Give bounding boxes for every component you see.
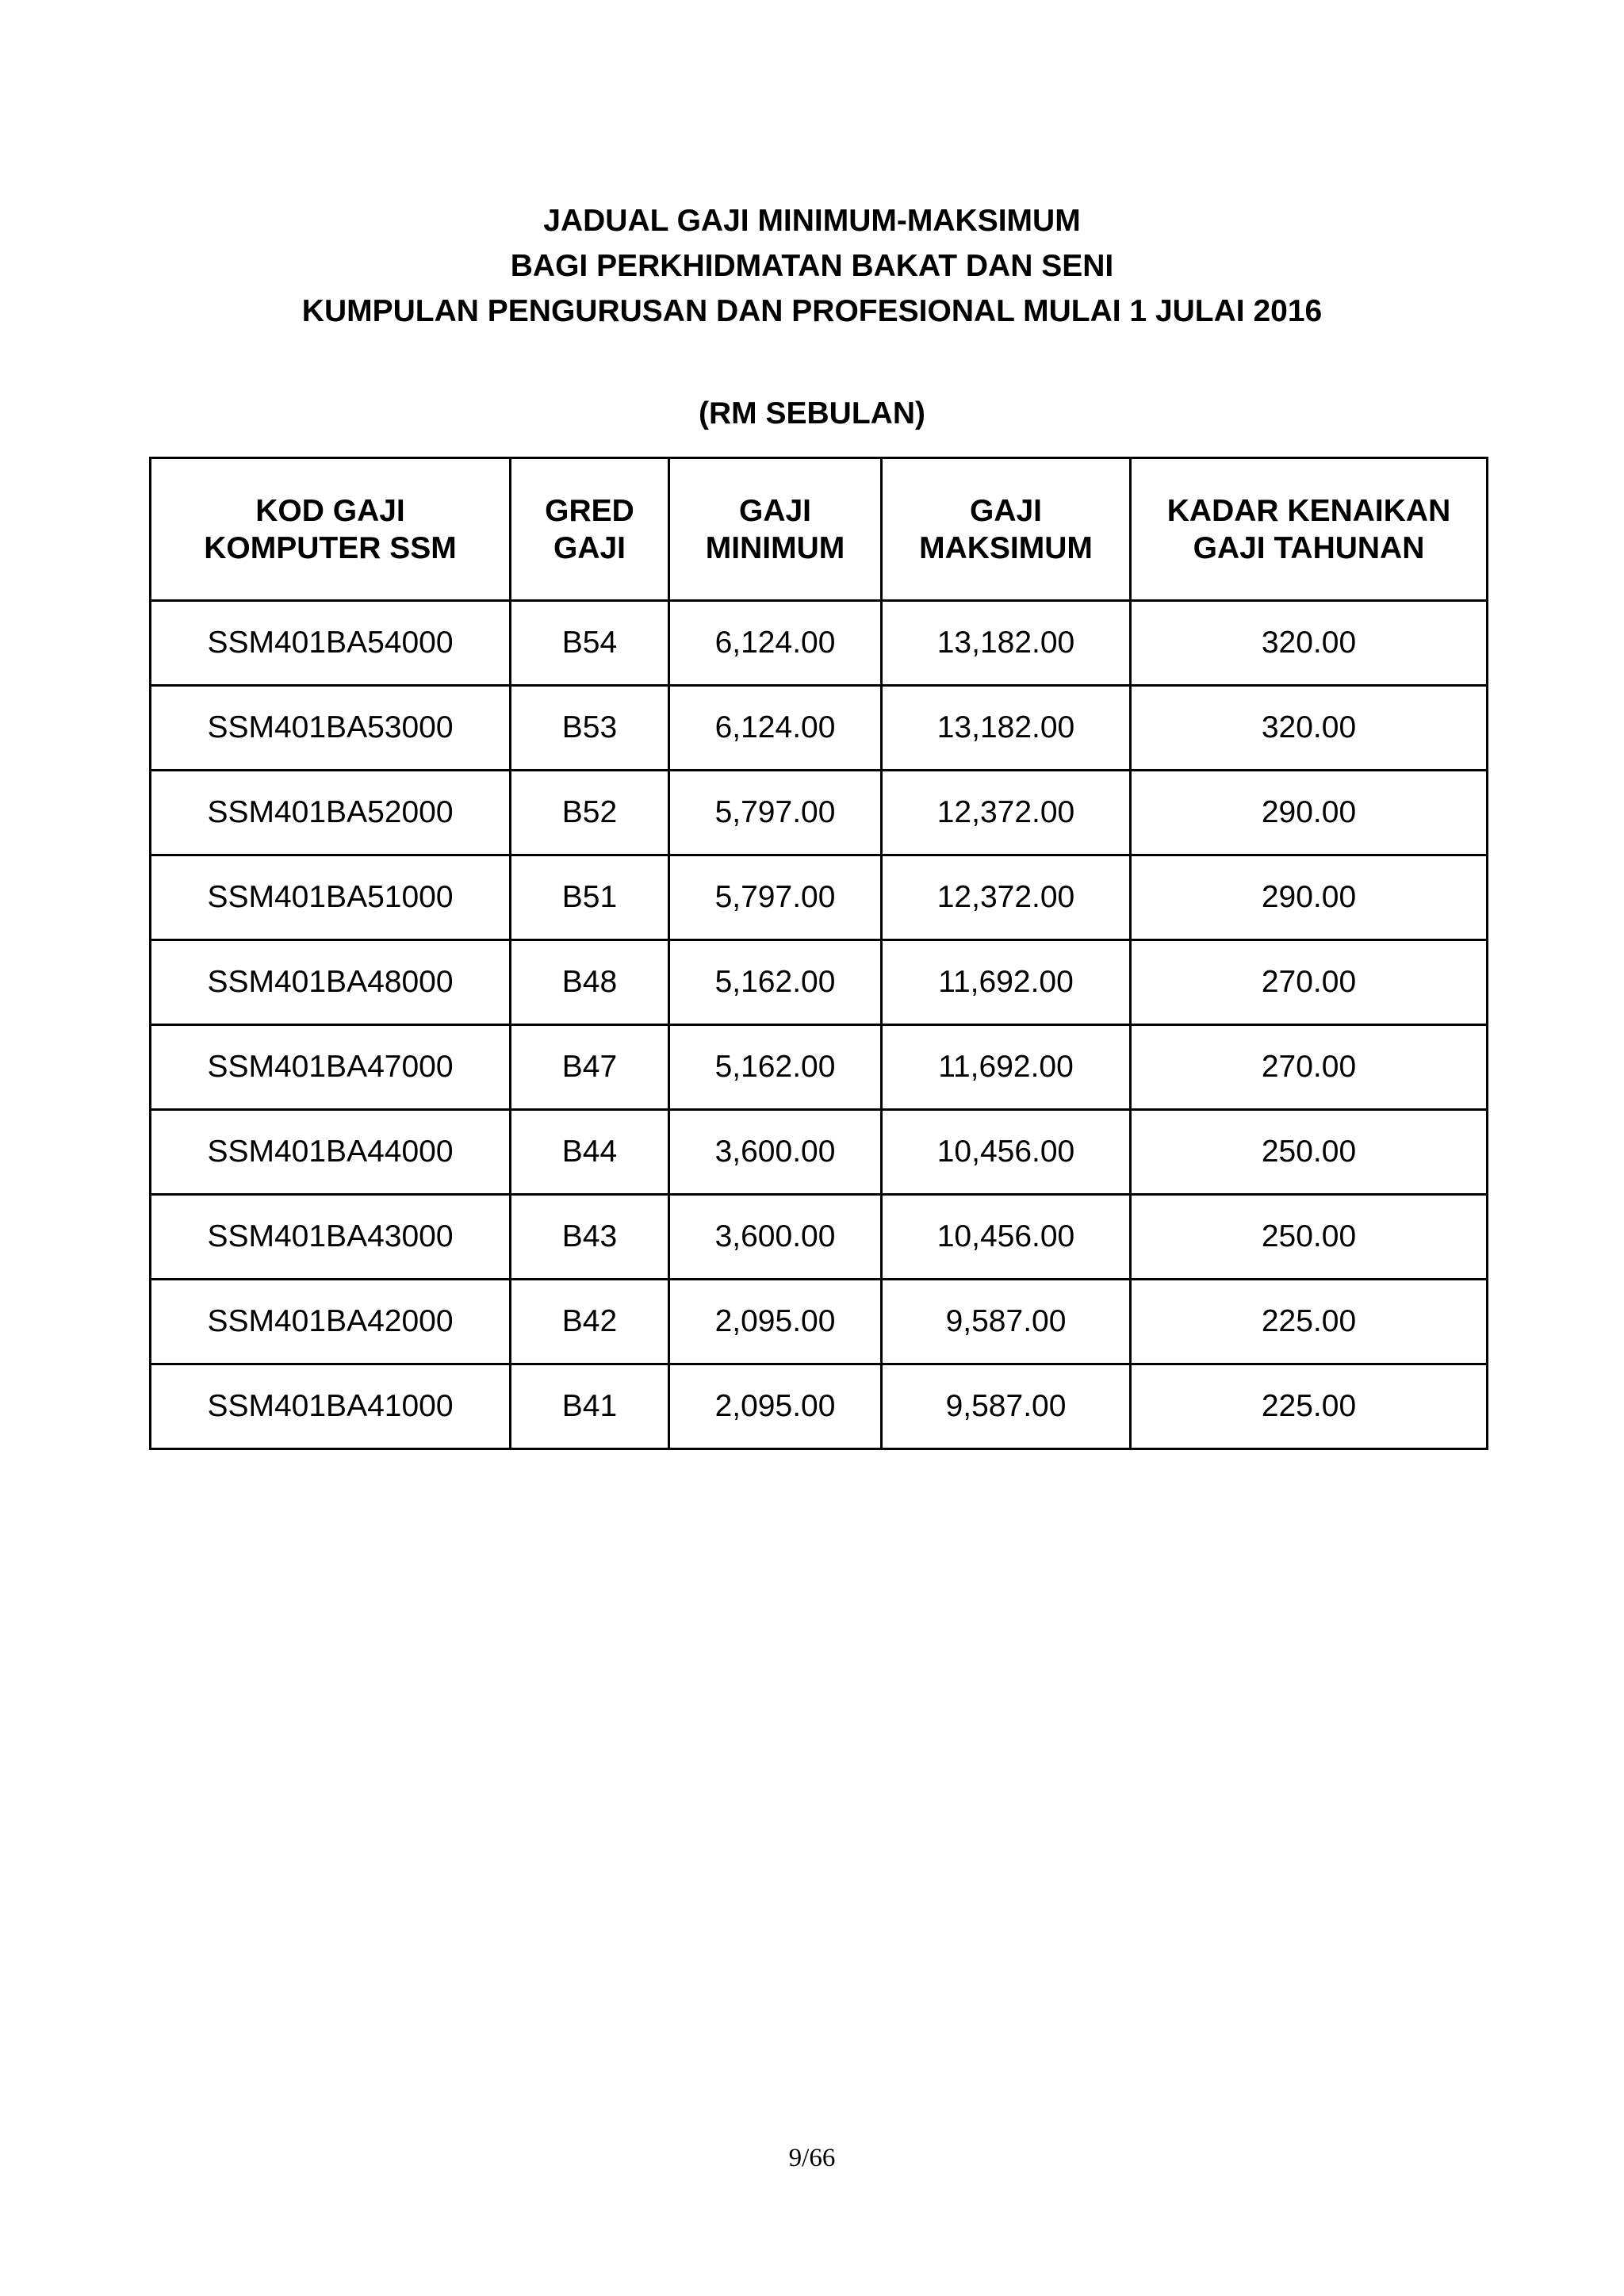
cell-gred: B53 (511, 686, 669, 771)
cell-kod-gaji: SSM401BA41000 (151, 1364, 511, 1449)
cell-gaji-minimum: 3,600.00 (669, 1110, 882, 1195)
cell-gaji-maksimum: 9,587.00 (882, 1364, 1131, 1449)
header-line: KADAR KENAIKAN (1166, 493, 1451, 528)
cell-gred: B41 (511, 1364, 669, 1449)
cell-kod-gaji: SSM401BA48000 (151, 940, 511, 1025)
cell-gaji-minimum: 2,095.00 (669, 1364, 882, 1449)
header-line: KOD GAJI (255, 493, 405, 528)
cell-kadar-kenaikan: 250.00 (1131, 1110, 1488, 1195)
header-line: MAKSIMUM (919, 530, 1093, 565)
header-gaji-maksimum (882, 458, 1131, 601)
header-line: GAJI (738, 493, 812, 528)
table-row (151, 1110, 1488, 1195)
cell-kadar-kenaikan: 225.00 (1131, 1280, 1488, 1364)
cell-gaji-minimum: 6,124.00 (669, 686, 882, 771)
cell-gaji-maksimum: 13,182.00 (882, 601, 1131, 686)
cell-kod-gaji: SSM401BA43000 (151, 1195, 511, 1280)
cell-kod-gaji: SSM401BA42000 (151, 1280, 511, 1364)
cell-kod-gaji: SSM401BA53000 (151, 686, 511, 771)
table-row (151, 1025, 1488, 1110)
cell-kadar-kenaikan: 290.00 (1131, 771, 1488, 855)
header-gred-gaji (511, 458, 669, 601)
table-row (151, 1280, 1488, 1364)
cell-kadar-kenaikan: 320.00 (1131, 601, 1488, 686)
cell-gred: B52 (511, 771, 669, 855)
cell-gaji-maksimum: 11,692.00 (882, 1025, 1131, 1110)
cell-gaji-maksimum: 9,587.00 (882, 1280, 1131, 1364)
cell-gaji-maksimum: 11,692.00 (882, 940, 1131, 1025)
cell-kadar-kenaikan: 270.00 (1131, 1025, 1488, 1110)
cell-gred: B48 (511, 940, 669, 1025)
table-row (151, 771, 1488, 855)
cell-kadar-kenaikan: 250.00 (1131, 1195, 1488, 1280)
table-row (151, 686, 1488, 771)
header-line: KOMPUTER SSM (204, 530, 457, 565)
cell-gaji-minimum: 6,124.00 (669, 601, 882, 686)
table-row (151, 940, 1488, 1025)
cell-gred: B47 (511, 1025, 669, 1110)
title-line-2: BAGI PERKHIDMATAN BAKAT DAN SENI (510, 249, 1114, 283)
header-line: GAJI (969, 493, 1043, 528)
cell-gaji-maksimum: 12,372.00 (882, 771, 1131, 855)
cell-gaji-minimum: 3,600.00 (669, 1195, 882, 1280)
cell-kod-gaji: SSM401BA54000 (151, 601, 511, 686)
header-gaji-minimum (669, 458, 882, 601)
cell-kadar-kenaikan: 290.00 (1131, 855, 1488, 940)
cell-gred: B51 (511, 855, 669, 940)
header-line: MINIMUM (705, 530, 845, 565)
cell-kod-gaji: SSM401BA44000 (151, 1110, 511, 1195)
cell-gaji-minimum: 5,797.00 (669, 771, 882, 855)
table-header-row (151, 458, 1488, 601)
cell-kadar-kenaikan: 270.00 (1131, 940, 1488, 1025)
cell-kadar-kenaikan: 320.00 (1131, 686, 1488, 771)
header-line: GAJI TAHUNAN (1193, 530, 1425, 565)
title-line-3: KUMPULAN PENGURUSAN DAN PROFESIONAL MULAI 1 JULAI 2016 (301, 294, 1323, 328)
cell-kod-gaji: SSM401BA47000 (151, 1025, 511, 1110)
cell-gred: B44 (511, 1110, 669, 1195)
cell-gaji-minimum: 5,162.00 (669, 940, 882, 1025)
header-kod-gaji (151, 458, 511, 601)
page-number: 9/66 (788, 2144, 836, 2172)
cell-gred: B42 (511, 1280, 669, 1364)
cell-gaji-maksimum: 12,372.00 (882, 855, 1131, 940)
table-row (151, 1195, 1488, 1280)
cell-gaji-maksimum: 10,456.00 (882, 1110, 1131, 1195)
cell-gred: B43 (511, 1195, 669, 1280)
cell-gaji-minimum: 5,797.00 (669, 855, 882, 940)
cell-gaji-maksimum: 13,182.00 (882, 686, 1131, 771)
cell-gaji-minimum: 5,162.00 (669, 1025, 882, 1110)
header-kadar-kenaikan (1131, 458, 1488, 601)
cell-kod-gaji: SSM401BA52000 (151, 771, 511, 855)
cell-gred: B54 (511, 601, 669, 686)
title-line-1: JADUAL GAJI MINIMUM-MAKSIMUM (543, 204, 1081, 238)
header-line: GAJI (553, 530, 626, 565)
table-row (151, 1364, 1488, 1449)
unit-label: (RM SEBULAN) (699, 396, 925, 430)
cell-gaji-minimum: 2,095.00 (669, 1280, 882, 1364)
cell-kadar-kenaikan: 225.00 (1131, 1364, 1488, 1449)
salary-table (149, 457, 1488, 1450)
table-row (151, 855, 1488, 940)
header-line: GRED (545, 493, 634, 528)
cell-kod-gaji: SSM401BA51000 (151, 855, 511, 940)
document-title (0, 198, 1624, 334)
table-row (151, 601, 1488, 686)
cell-gaji-maksimum: 10,456.00 (882, 1195, 1131, 1280)
